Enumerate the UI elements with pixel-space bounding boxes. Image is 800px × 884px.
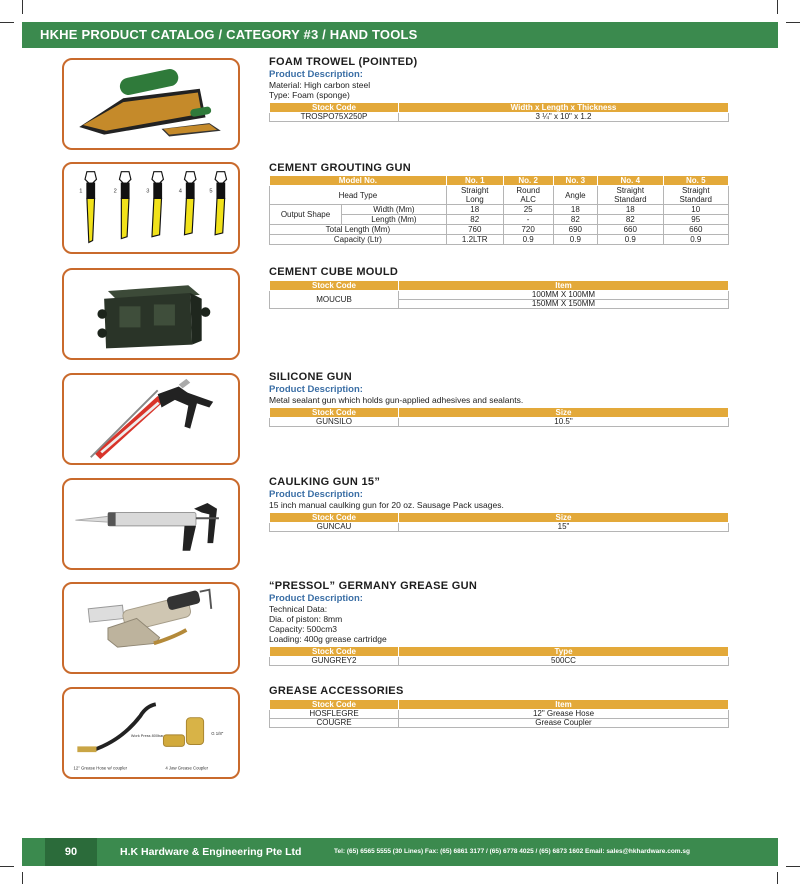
crop-mark (786, 22, 800, 23)
column-header: Stock Code (270, 408, 399, 418)
table-cell: Straight Standard (598, 186, 663, 205)
spec-table (269, 646, 729, 666)
product-description-label: Product Description: (269, 593, 363, 604)
product-title: “PRESSOL” GERMANY GREASE GUN (269, 580, 478, 592)
table-row (270, 113, 729, 122)
column-header: Width x Length x Thickness (399, 103, 729, 113)
column-header: Stock Code (270, 281, 399, 291)
grease-accessories-photo (62, 687, 240, 779)
table-row (270, 186, 729, 205)
column-header: Stock Code (270, 647, 399, 657)
caulking-gun-photo (62, 478, 240, 570)
description-line: Technical Data: (269, 604, 328, 614)
silicone-gun-info (269, 371, 729, 427)
table-cell: 18 (446, 205, 503, 215)
accessory-caption: G 1/8" (211, 730, 224, 736)
table-cell: 720 (503, 225, 553, 235)
table-cell: Straight Long (446, 186, 503, 205)
crop-mark (777, 872, 778, 884)
description-line: 15 inch manual caulking gun for 20 oz. Sausage Pack usages. (269, 500, 504, 510)
grease-accessories-image (64, 689, 238, 777)
table-cell: GUNSILO (270, 418, 399, 427)
column-header: No. 3 (553, 176, 597, 186)
table-row (270, 719, 729, 728)
grease-accessories-info (269, 685, 729, 728)
table-cell: MOUCUB (270, 291, 399, 309)
row-label: Total Length (Mm) (270, 225, 447, 235)
gun-number: 3 (146, 188, 150, 195)
grease-gun-image (64, 584, 238, 672)
crop-mark (0, 866, 14, 867)
column-header: No. 1 (446, 176, 503, 186)
spec-table (269, 102, 729, 122)
column-header: Stock Code (270, 513, 399, 523)
foam-trowel-info (269, 56, 729, 122)
table-cell: 82 (598, 215, 663, 225)
table-cell: 18 (598, 205, 663, 215)
table-cell: 760 (446, 225, 503, 235)
column-header: Stock Code (270, 700, 399, 710)
table-row (270, 235, 729, 245)
description-line: Metal sealant gun which holds gun-applied adhesives and sealants. (269, 395, 524, 405)
table-cell: 12" Grease Hose (399, 710, 729, 719)
description-line: Loading: 400g grease cartridge (269, 634, 387, 644)
product-description-label: Product Description: (269, 384, 363, 395)
table-cell: 1.2LTR (446, 235, 503, 245)
product-description-label: Product Description: (269, 69, 363, 80)
silicone-gun-photo (62, 373, 240, 465)
table-row (270, 657, 729, 666)
table-cell: 0.9 (553, 235, 597, 245)
cube-mould-image (64, 270, 238, 358)
contact-info: Tel: (65) 6565 5555 (30 Lines) Fax: (65) 6861 3177 / (65) 6778 4025 / (65) 6873 1602 Email: sales@hkhardware.com.sg (334, 848, 690, 855)
row-label: Head Type (270, 186, 447, 205)
product-title: SILICONE GUN (269, 371, 353, 383)
pressol-grease-gun-photo (62, 582, 240, 674)
column-header: Model No. (270, 176, 447, 186)
table-cell: Round ALC (503, 186, 553, 205)
caulking-gun-info (269, 476, 729, 532)
product-title: CAULKING GUN 15” (269, 476, 381, 488)
table-cell: 660 (663, 225, 728, 235)
table-cell: 100MM X 100MM (399, 291, 729, 300)
silicone-gun-image (64, 375, 238, 463)
table-cell: GUNCAU (270, 523, 399, 532)
gun-number: 2 (113, 188, 117, 195)
spec-table (269, 512, 729, 532)
spec-table (269, 280, 729, 309)
accessory-caption: 12" Grease Hose w/ coupler (73, 765, 128, 771)
table-cell: TROSPO75X250P (270, 113, 399, 122)
pressol-info (269, 580, 729, 666)
crop-mark (0, 22, 14, 23)
crop-mark (786, 866, 800, 867)
company-name: H.K Hardware & Engineering Pte Ltd (120, 846, 302, 858)
page-header: HKHE PRODUCT CATALOG / CATEGORY #3 / HAND TOOLS (22, 22, 778, 48)
description-line: Type: Foam (sponge) (269, 90, 350, 100)
column-header: No. 4 (598, 176, 663, 186)
foam-trowel-photo (62, 58, 240, 150)
column-header: Stock Code (270, 103, 399, 113)
spec-table (269, 699, 729, 728)
crop-mark (777, 0, 778, 14)
spec-table (269, 407, 729, 427)
table-row (270, 523, 729, 532)
column-header: Size (399, 408, 729, 418)
table-cell: 660 (598, 225, 663, 235)
product-title: GREASE ACCESSORIES (269, 685, 404, 697)
column-header: Type (399, 647, 729, 657)
column-header: No. 2 (503, 176, 553, 186)
crop-mark (22, 0, 23, 14)
table-cell: 82 (446, 215, 503, 225)
row-sublabel: Width (Mm) (342, 205, 447, 215)
cube-mould-info (269, 266, 729, 309)
gun-number: 1 (79, 188, 83, 195)
table-cell: 10.5" (399, 418, 729, 427)
gun-number: 5 (209, 188, 213, 195)
table-cell: 0.9 (663, 235, 728, 245)
column-header: Item (399, 281, 729, 291)
accessory-caption: 4 Jaw Grease Coupler (165, 765, 209, 771)
table-cell: GUNGREY2 (270, 657, 399, 666)
table-row (270, 418, 729, 427)
table-cell: 690 (553, 225, 597, 235)
grouting-guns-image (64, 164, 238, 252)
table-cell: COUGRE (270, 719, 399, 728)
crop-mark (22, 872, 23, 884)
table-cell: 25 (503, 205, 553, 215)
table-cell: 10 (663, 205, 728, 215)
accessory-caption: Work Press 800bar (130, 733, 164, 738)
table-row (270, 225, 729, 235)
description-line: Material: High carbon steel (269, 80, 371, 90)
caulking-gun-image (64, 480, 238, 568)
description-line: Capacity: 500cm3 (269, 624, 338, 634)
table-cell: Straight Standard (663, 186, 728, 205)
page-number: 90 (45, 838, 97, 866)
product-title: CEMENT CUBE MOULD (269, 266, 399, 278)
table-cell: 3 ¼" x 10" x 1.2 (399, 113, 729, 122)
product-title: CEMENT GROUTING GUN (269, 162, 411, 174)
row-label: Output Shape (270, 205, 342, 225)
table-cell: 150MM X 150MM (399, 300, 729, 309)
table-row (270, 205, 729, 215)
column-header: Size (399, 513, 729, 523)
foam-trowel-image (64, 60, 238, 148)
table-cell: 0.9 (503, 235, 553, 245)
table-cell: 82 (553, 215, 597, 225)
grouting-gun-info (269, 162, 729, 245)
row-label: Capacity (Ltr) (270, 235, 447, 245)
table-cell: 95 (663, 215, 728, 225)
product-description-label: Product Description: (269, 489, 363, 500)
table-row (270, 291, 729, 300)
description-line: Dia. of piston: 8mm (269, 614, 343, 624)
table-cell: - (503, 215, 553, 225)
table-cell: 18 (553, 205, 597, 215)
grouting-gun-photo (62, 162, 240, 254)
gun-number: 4 (178, 188, 182, 195)
table-cell: HOSFLEGRE (270, 710, 399, 719)
product-title: FOAM TROWEL (POINTED) (269, 56, 418, 68)
table-cell: 500CC (399, 657, 729, 666)
table-cell: 0.9 (598, 235, 663, 245)
table-cell: 15" (399, 523, 729, 532)
grouting-spec-table (269, 175, 729, 245)
row-sublabel: Length (Mm) (342, 215, 447, 225)
table-cell: Grease Coupler (399, 719, 729, 728)
column-header: No. 5 (663, 176, 728, 186)
table-cell: Angle (553, 186, 597, 205)
cube-mould-photo (62, 268, 240, 360)
column-header: Item (399, 700, 729, 710)
